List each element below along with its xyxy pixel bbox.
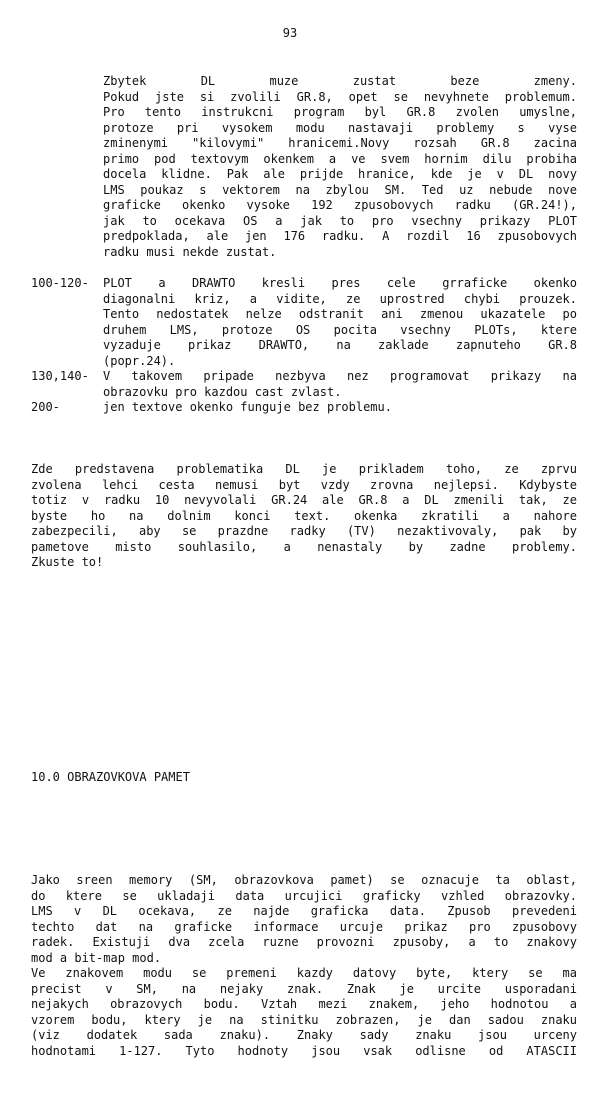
listing-row	[31, 369, 577, 400]
text-line: predpoklada, ale jen 176 radku. A rozdil 16 zpusobovych	[103, 229, 577, 243]
listing-line-numbers: 200-	[31, 400, 60, 414]
text-line: (popr.24).	[103, 353, 176, 368]
listing-description	[103, 400, 577, 416]
text-line: LMS v DL ocekava, ze najde graficka data. Zpusob prevedeni	[31, 904, 577, 918]
text-line: Pokud jste si zvolili GR.8, opet se nevyhnete problemum.	[103, 89, 577, 104]
text-line: vzorem bodu, ktery je na stinitku zobrazen, je dan sadou znaku	[31, 1012, 577, 1027]
text-line: Zbytek DL muze zustat beze zmeny.	[103, 74, 577, 88]
section-heading: 10.0 OBRAZOVKOVA PAMET	[31, 770, 190, 784]
listing-row	[31, 400, 577, 416]
text-line: graficke okenko vysoke 192 zpusobovych radku (GR.24!),	[103, 198, 577, 212]
text-line: mod a bit-map mod.	[31, 950, 162, 965]
text-line: docela klidne. Pak ale prijde hranice, kde je v DL novy	[103, 167, 577, 181]
summary-paragraph	[31, 462, 577, 571]
text-line: Tento nedostatek nelze odstranit ani zmenou ukazatele po	[103, 307, 577, 321]
text-line: Ve znakovem modu se premeni kazdy datovy byte, ktery se ma	[31, 966, 577, 980]
listing-row	[31, 276, 577, 369]
text-line: nejakych obrazovych bodu. Vztah mezi znakem, jeho hodnotou a	[31, 997, 577, 1011]
listing-description	[103, 276, 577, 369]
text-line: totiz v radku 10 nevyvolali GR.24 ale GR.8 a DL zmenili tak, ze	[31, 493, 577, 507]
text-line: hodnotami 1-127. Tyto hodnoty jsou vsak odlisne od ATASCII	[31, 1043, 577, 1058]
text-line: jak to ocekava OS a jak to pro vsechny prikazy PLOT	[103, 213, 577, 228]
text-line: V takovem pripade nezbyva nez programovat prikazy na	[103, 369, 577, 383]
text-line: do ktere se ukladaji data urcujici graficky vzhled obrazovky.	[31, 888, 577, 903]
text-line: diagonalni kriz, a vidite, ze uprostred chybi prouzek.	[103, 291, 577, 306]
text-line: obrazovku pro kazdou cast zvlast.	[103, 384, 342, 399]
text-line: pametove misto souhlasilo, a nenastaly by zadne problemy.	[31, 539, 577, 554]
text-line: primo pod textovym okenkem a ve svem hornim dilu probiha	[103, 151, 577, 166]
text-line: PLOT a DRAWTO kresli pres cele grraficke okenko	[103, 276, 577, 290]
text-line: zminenymi "kilovymi" hranicemi.Novy rozsah GR.8 zacina	[103, 136, 577, 150]
text-line: (viz dodatek sada znaku). Znaky sady znaku jsou urceny	[31, 1028, 577, 1042]
text-line: protoze pri vysokem modu nastavaji problemy s vyse	[103, 120, 577, 135]
text-line: jen textove okenko funguje bez problemu.	[103, 400, 392, 414]
listing-line-numbers: 100-120-	[31, 276, 89, 290]
text-line: byste ho na dolnim konci text. okenka zkratili a nahore	[31, 508, 577, 523]
listing-description	[103, 369, 577, 400]
text-line: LMS poukaz s vektorem na zbylou SM. Ted uz nebude nove	[103, 182, 577, 197]
text-line: precist v SM, na nejaky znak. Znak je urcite usporadani	[31, 981, 577, 996]
section-body	[31, 873, 577, 1059]
text-line: radek. Existuji dva zcela ruzne provozni zpusoby, a to znakovy	[31, 935, 577, 949]
text-line: vyzaduje prikaz DRAWTO, na zaklade zapnuteho GR.8	[103, 338, 577, 352]
text-line: zvolena lehci cesta nemusi byt vzdy zrovna nejlepsi. Kdybyste	[31, 477, 577, 492]
text-line: Jako sreen memory (SM, obrazovkova pamet) se oznacuje ta oblast,	[31, 873, 577, 887]
text-line: zabezpecili, aby se prazdne radky (TV) nezaktivovaly, pak by	[31, 524, 577, 538]
text-line: techto dat na graficke informace urcuje prikaz pro zpusobovy	[31, 919, 577, 934]
text-line: Zkuste to!	[31, 555, 104, 569]
text-line: druhem LMS, protoze OS pocita vsechny PLOTs, ktere	[103, 322, 577, 337]
text-line: Zde predstavena problematika DL je prikladem toho, ze zprvu	[31, 462, 577, 476]
intro-paragraph	[103, 74, 577, 260]
text-line: radku musi nekde zustat.	[103, 244, 277, 259]
line-listing	[31, 276, 577, 416]
listing-line-numbers: 130,140-	[31, 369, 89, 383]
page-number: 93	[282, 26, 298, 40]
text-line: Pro tento instrukcni program byl GR.8 zvolen umyslne,	[103, 105, 577, 119]
